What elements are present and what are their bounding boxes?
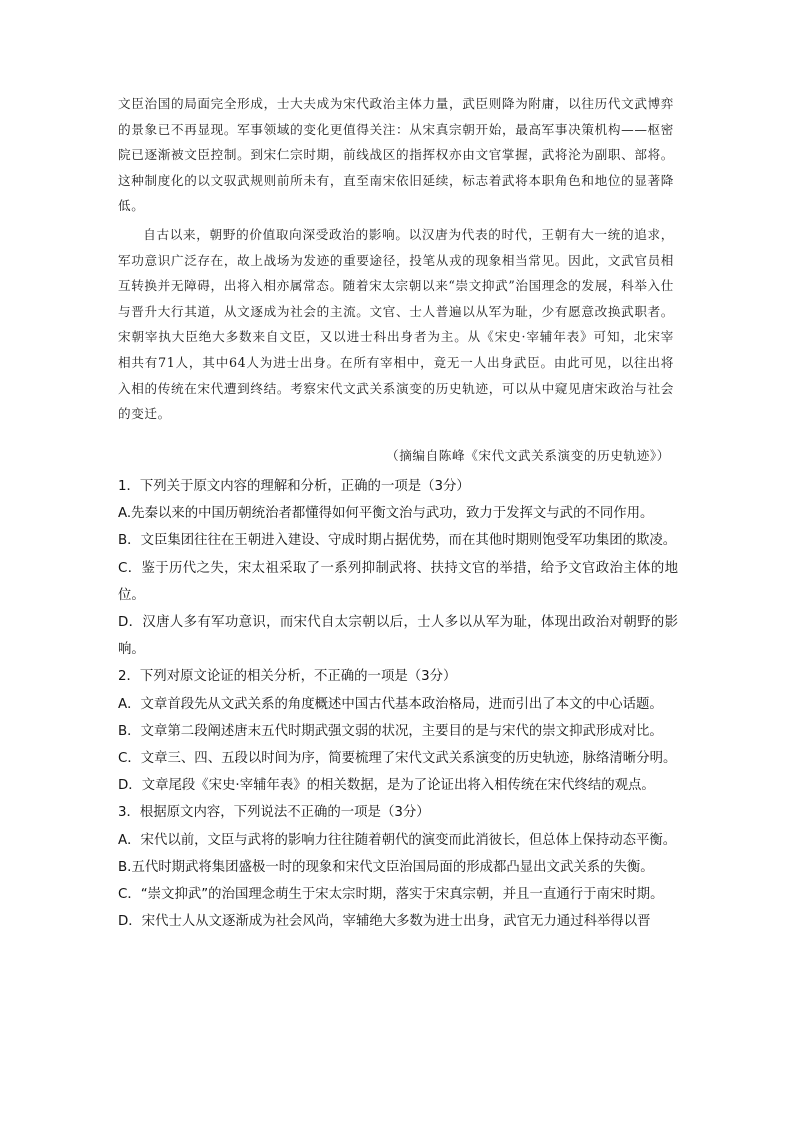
question-2-option-a: A．文章首段先从文武关系的角度概述中国古代基本政治格局，进而引出了本文的中心话题。: [118, 696, 663, 712]
question-list: [118, 473, 678, 935]
question-1-option-d: D．汉唐人多有军功意识，而宋代自太宗朝以后，士人多以从军为耻，体现出政治对朝野的影响。: [118, 615, 678, 658]
passage-paragraph-1: 文臣治国的局面完全形成，士大夫成为宋代政治主体力量，武臣则降为附庸，以往历代文武博弈的景象已不再显现。军事领域的变化更值得关注：从宋真宗朝开始，最高军事决策机构——枢密院已逐渐被文臣控制。到宋仁宗时期，前线战区的指挥权亦由文官掌握，武将沦为副职、部将。这种制度化的以文驭武规则前所未有，直至南宋依旧延续，标志着武将本职角色和地位的显著降低。: [118, 96, 674, 214]
passage-paragraph-2: 自古以来，朝野的价值取向深受政治的影响。以汉唐为代表的时代，王朝有大一统的追求，军功意识广泛存在，故上战场为发迹的重要途径，投笔从戎的现象相当常见。因此，文武官员相互转换并无障碍，出将入相亦属常态。随着宋太宗朝以来“崇文抑武”治国理念的发展，科举入仕与晋升大行其道，从文逐成为社会的主流。文官、士人普遍以从军为耻，少有愿意改换武职者。宋朝宰执大臣绝大多数来自文臣，又以进士科出身者为主。从《宋史·宰辅年表》可知，北宋宰相共有71人，其中64人为进士出身。在所有宰相中，竟无一人出身武臣。由此可见，以往出将入相的传统在宋代遭到终结。考察宋代文武关系演变的历史轨迹，可以从中窥见唐宋政治与社会的变迁。: [118, 226, 674, 422]
question-2: [118, 663, 678, 799]
question-1: [118, 473, 678, 663]
question-3-option-c: C．“崇文抑武”的治国理念萌生于宋太宗时期，落实于宋真宗朝，并且一直通行于南宋时期。: [118, 887, 664, 903]
question-3-option-b: B.五代时期武将集团盛极一时的现象和宋代文臣治国局面的形成都凸显出文武关系的失衡。: [118, 859, 654, 875]
question-3: [118, 799, 678, 935]
question-1-option-c: C．鉴于历代之失，宋太祖采取了一系列抑制武将、扶持文官的举措，给予文官政治主体的地位。: [118, 560, 678, 603]
passage-source: （摘编自陈峰《宋代文武关系演变的历史轨迹》）: [386, 448, 670, 463]
question-3-stem: 3．根据原文内容，下列说法不正确的一项是（3分）: [118, 805, 430, 821]
question-2-option-c: C．文章三、四、五段以时间为序，简要梳理了宋代文武关系演变的历史轨迹，脉络清晰分明。: [118, 751, 677, 767]
question-1-option-a: A.先秦以来的中国历朝统治者都懂得如何平衡文治与武功，致力于发挥文与武的不同作用。: [118, 506, 654, 522]
question-2-stem: 2．下列对原文论证的相关分析，不正确的一项是（3分）: [118, 669, 457, 685]
question-3-option-a: A．宋代以前，文臣与武将的影响力往往随着朝代的演变而此消彼长，但总体上保持动态平衡。: [118, 832, 677, 848]
question-1-option-b: B．文臣集团往往在王朝进入建设、守成时期占据优势，而在其他时期则饱受军功集团的欺凌。: [118, 533, 677, 549]
reading-passage: [118, 91, 674, 427]
question-2-option-b: B．文章第二段阐述唐末五代时期武强文弱的状况，主要目的是与宋代的崇文抑武形成对比。: [118, 723, 663, 739]
question-1-stem: 1．下列关于原文内容的理解和分析，正确的一项是（3分）: [118, 479, 470, 494]
question-3-option-d: D．宋代士人从文逐渐成为社会风尚，宰辅绝大多数为进士出身，武官无力通过科举得以晋: [118, 914, 651, 930]
question-2-option-d: D．文章尾段《宋史·宰辅年表》的相关数据，是为了论证出将入相传统在宋代终结的观点。: [118, 778, 655, 794]
